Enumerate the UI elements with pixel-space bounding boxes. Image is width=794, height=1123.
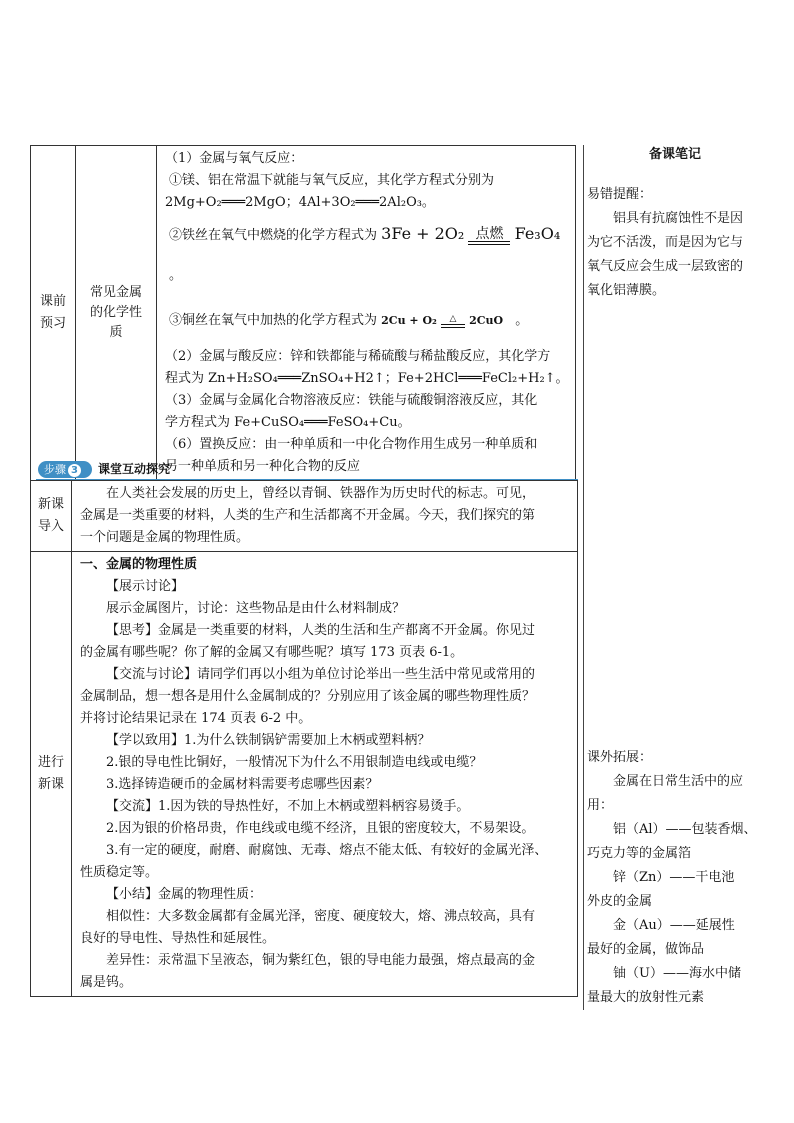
ext-line-10: 量最大的放射性元素	[587, 990, 705, 1005]
step-badge-text: 步骤	[44, 463, 66, 476]
intro-label-cell	[31, 481, 72, 552]
lesson-table	[30, 480, 578, 997]
preview-line-4	[165, 214, 569, 296]
preview-line-1: （1）金属与氧气反应：	[165, 151, 304, 166]
intro-line-2: 金属是一类重要的材料，人类的生产和生活都离不开金属。今天，我们探究的第	[80, 508, 536, 523]
lesson-line-10: 3.选择铸造硬币的金属材料需要考虑哪些因素？	[106, 777, 379, 792]
step-badge	[38, 461, 92, 478]
step-title: 课堂互动探究	[98, 462, 171, 476]
copper-eq-heat: △	[449, 313, 457, 324]
iron-eq-rhs: Fe₃O₄	[514, 224, 561, 243]
ext-line-8: 最好的金属，做饰品	[587, 942, 705, 957]
iron-eq-ignite: 点燃	[475, 225, 504, 242]
intro-label-1: 新课	[37, 497, 64, 512]
lesson-line-5: 【交流与讨论】请同学们再以小组为单位讨论举出一些生活中常见或常用的	[106, 667, 536, 682]
lesson-line-18: 差异性：汞常温下呈液态，铜为紫红色，银的导电能力最强，熔点最高的金	[106, 953, 536, 968]
intro-label-2: 导入	[37, 519, 64, 534]
ext-line-9: 铀（U）——海水中储	[613, 966, 741, 981]
iron-eq-end: 。	[169, 268, 183, 283]
tip-line-1: 铝具有抗腐蚀性不是因	[613, 211, 744, 226]
lesson-heading: 一、金属的物理性质	[80, 557, 198, 572]
copper-eq-rhs: 2CuO	[469, 314, 504, 327]
lesson-line-6: 金属制品，想一想各是用什么金属制成的？分别应用了该金属的哪些物理性质？	[80, 689, 536, 704]
ext-label: 课外拓展：	[587, 750, 653, 765]
preview-line-10: （6）置换反应：由一种单质和一中化合物作用生成另一种单质和	[165, 437, 538, 452]
lesson-label-2: 新课	[37, 777, 64, 792]
lesson-line-1: 【展示讨论】	[106, 579, 185, 594]
tip-line-2: 为它不活泼，而是因为它与	[587, 235, 744, 250]
copper-eq-lhs: 2Cu + O₂	[381, 314, 437, 327]
preview-label-cell	[31, 146, 76, 481]
lesson-line-8: 【学以致用】1.为什么铁制锅铲需要加上木柄或塑料柄？	[106, 733, 431, 748]
iron-eq-condition	[468, 227, 510, 245]
preview-label: 课前预习	[39, 294, 66, 331]
ext-line-1: 金属在日常生活中的应	[613, 774, 744, 789]
preview-line-3: 2Mg+O₂═══2MgO；4Al+3O₂═══2Al₂O₃。	[165, 195, 435, 210]
tip-label: 易错提醒：	[587, 187, 653, 202]
tip-line-3: 氧气反应会生成一层致密的	[587, 259, 744, 274]
preview-content	[157, 146, 576, 481]
sidebar-notes	[587, 145, 763, 303]
topic-label: 常见金属的化学性质	[89, 285, 142, 340]
iron-eq-prefix: ②铁丝在氧气中燃烧的化学方程式为	[169, 228, 378, 243]
lesson-line-3: 【思考】金属是一类重要的材料，人类的生活和生产都离不开金属。你见过	[106, 623, 536, 638]
lesson-line-9: 2.银的导电性比铜好，一般情况下为什么不用银制造电线或电缆？	[106, 755, 483, 770]
sidebar-divider	[583, 145, 584, 1010]
lesson-line-7: 并将讨论结果记录在 174 页表 6-2 中。	[80, 711, 312, 726]
lesson-line-2: 展示金属图片，讨论：这些物品是由什么材料制成？	[106, 601, 406, 616]
ext-line-4: 巧克力等的金属箔	[587, 846, 692, 861]
lesson-line-17: 良好的导电性、导热性和延展性。	[80, 931, 276, 946]
topic-label-cell	[76, 146, 157, 481]
lesson-line-4: 的金属有哪些呢？你了解的金属又有哪些呢？填写 173 页表 6-1。	[80, 645, 464, 660]
lesson-line-16: 相似性：大多数金属都有金属光泽，密度、硬度较大，熔、沸点较高，具有	[106, 909, 536, 924]
ext-line-3: 铝（Al）——包装香烟、	[613, 822, 757, 837]
preview-line-6: （2）金属与酸反应：锌和铁都能与稀硫酸与稀盐酸反应，其化学方	[165, 349, 551, 364]
sidebar-extension	[587, 746, 767, 1010]
iron-eq-lhs: 3Fe + 2O₂	[381, 224, 465, 243]
lesson-line-11: 【交流】1.因为铁的导热性好，不加上木柄或塑料柄容易烫手。	[106, 799, 470, 814]
lesson-line-14: 性质稳定等。	[80, 865, 159, 880]
ext-line-6: 外皮的金属	[587, 894, 653, 909]
intro-line-1: 在人类社会发展的历史上，曾经以青铜、铁器作为历史时代的标志。可见，	[106, 486, 536, 501]
preview-table	[30, 145, 576, 481]
lesson-line-12: 2.因为银的价格昂贵，作电线或电缆不经济，且银的密度较大，不易架设。	[106, 821, 535, 836]
intro-line-3: 一个问题是金属的物理性质。	[80, 530, 250, 545]
ext-line-2: 用：	[587, 798, 614, 813]
step-number: 3	[68, 464, 81, 477]
sidebar-title: 备课笔记	[648, 147, 701, 162]
lesson-line-15: 【小结】金属的物理性质：	[106, 887, 263, 902]
lesson-label-cell	[31, 552, 72, 997]
preview-line-8: （3）金属与金属化合物溶液反应：铁能与硫酸铜溶液反应，其化	[165, 393, 538, 408]
preview-line-11: 另一种单质和另一种化合物的反应	[165, 459, 361, 474]
copper-eq-end: 。	[515, 313, 529, 328]
preview-line-9: 学方程式为 Fe+CuSO₄═══FeSO₄+Cu。	[165, 415, 411, 430]
tip-line-4: 氧化铝薄膜。	[587, 283, 666, 298]
lesson-label-1: 进行	[37, 755, 64, 770]
preview-line-7: 程式为 Zn+H₂SO₄═══ZnSO₄+H2↑；Fe+2HCl═══FeCl₂+H₂↑。	[165, 371, 569, 386]
lesson-content	[72, 552, 578, 997]
lesson-line-13: 3.有一定的硬度，耐磨、耐腐蚀、无毒、熔点不能太低、有较好的金属光泽、	[106, 843, 548, 858]
lesson-line-19: 属是钨。	[80, 975, 133, 990]
ext-line-7: 金（Au）——延展性	[613, 918, 735, 933]
preview-line-5	[165, 296, 569, 346]
copper-eq-condition	[441, 314, 465, 328]
preview-line-2: ①镁、铝在常温下就能与氧气反应，其化学方程式分别为	[169, 173, 495, 188]
copper-eq-prefix: ③铜丝在氧气中加热的化学方程式为	[169, 313, 378, 328]
ext-line-5: 锌（Zn）——干电池	[613, 870, 735, 885]
intro-content	[72, 481, 578, 552]
